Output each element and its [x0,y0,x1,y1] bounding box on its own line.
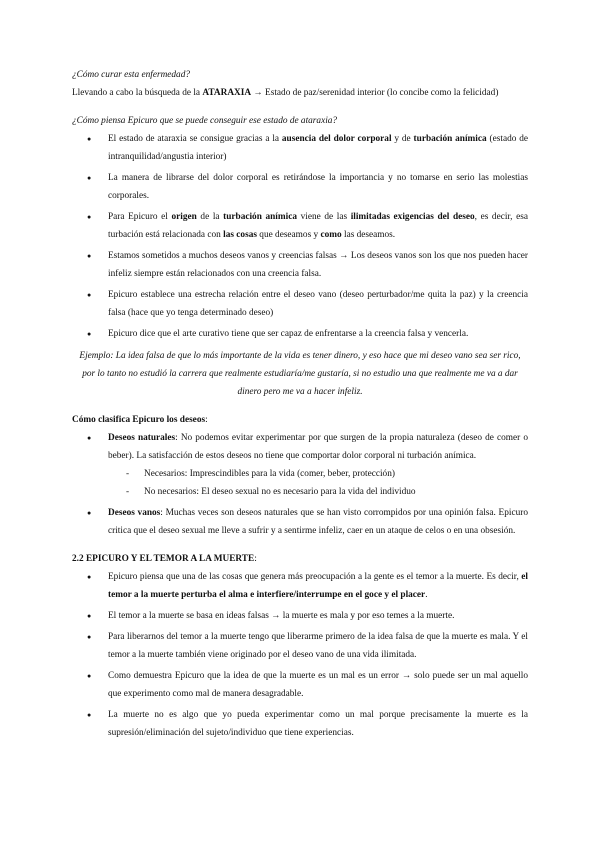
ataraxia-list [72,130,528,343]
sub-list-item: - Necesarios: Imprescindibles para la vida (comer, beber, protección) [72,465,528,483]
list-item: ● Estamos sometidos a muchos deseos vanos y creencias falsas → Los deseos vanos son los que nos pueden hacer infeliz siempre están relacionados con una creencia falsa. [72,247,528,283]
text: . [425,590,428,600]
text: y de [391,134,414,144]
bold-term: las cosas [223,230,257,240]
bold-term: ausencia del dolor corporal [281,134,392,144]
list-item: ● Para liberarnos del temor a la muerte tengo que liberarme primero de la idea falsa de que la muerte es mala. Y el temor a la muerte también viene originado por el deseo vano de una vida ilimitada. [72,628,528,664]
list-item: ● La manera de librarse del dolor corporal es retirándose la importancia y no tomarse en serio las molestias corporales. [72,169,528,205]
heading-text: Cómo clasifica Epicuro los deseos [72,415,206,425]
text: : Muchas veces son deseos naturales que se han visto corrompidos por una opinión falsa. Epicuro critica que el deseo sexual me lleve a sufrir y a sentirme infeliz, caer en un ataque de celos o en una obsesión. [108,508,528,536]
text: , es decir, esa turbación está relacionada con [108,212,528,240]
bold-term: origen [171,212,197,222]
text: de la [196,212,224,222]
bold-term: Deseos vanos [108,508,161,518]
text: que deseamos y [256,230,321,240]
bold-term: como [320,230,342,240]
list-item [72,208,528,244]
list-item: ● El temor a la muerte se basa en ideas falsas → la muerte es mala y por eso temes a la muerte. [72,607,528,625]
list-item [72,504,528,540]
bold-term: turbación anímica [413,134,487,144]
text: (estado de intranquilidad/angustia interior) [108,134,528,162]
text: Epicuro piensa que una de las cosas que genera más preocupación a la gente es el temor a la muerte. Es decir, [108,572,522,582]
list-item: ● Epicuro dice que el arte curativo tiene que ser capaz de enfrentarse a la creencia falsa y vencerla. [72,325,528,343]
list-item: ● La muerte no es algo que yo pueda experimentar como un mal porque precisamente la muerte es la supresión/eliminación del sujeto/individuo que tiene experiencias. [72,706,528,742]
death-list [72,568,528,742]
question-ataraxia: ¿Cómo piensa Epicuro que se puede conseguir ese estado de ataraxia? [72,116,338,126]
bold-term: el temor a la muerte perturba el alma e interfiere/interrumpe en el goce y el placer [108,572,528,600]
heading-death [72,550,528,568]
paragraph-ataraxia [72,84,528,102]
list-item [72,429,528,501]
text: las deseamos. [341,230,396,240]
bold-term: turbación anímica [223,212,297,222]
sub-list [72,465,528,501]
list-item [72,568,528,604]
heading-text: 2.2 EPICURO Y EL TEMOR A LA MUERTE [72,554,255,564]
heading-desires [72,411,528,429]
sub-list-item: - No necesarios: El deseo sexual no es necesario para la vida del individuo [72,483,528,501]
list-item [72,130,528,166]
text: : [205,415,208,425]
list-item: ● Epicuro establece una estrecha relación entre el deseo vano (deseo perturbador/me quita la paz) y la creencia falsa (hace que yo tenga determinado deseo) [72,286,528,322]
example-paragraph: Ejemplo: La idea falsa de que lo más importante de la vida es tener dinero, y eso hace que mi deseo vano sea ser rico, por lo tanto no estudió la carrera que realmente estudiaría/me gustaría, si no estudio una que realmente me va a dar dinero pero me va a hacer infeliz. [79,351,521,397]
text: : [254,554,257,564]
bold-term: Deseos naturales [108,433,176,443]
text: : No podemos evitar experimentar por que surgen de la propia naturaleza (deseo de comer o beber). La satisfacción de estos deseos no tiene que comportar dolor corporal ni turbación anímica. [108,433,528,461]
question-cure: ¿Cómo curar esta enfermedad? [72,70,191,80]
text: → Estado de paz/serenidad interior (lo concibe como la felicidad) [251,88,499,98]
desires-list [72,429,528,540]
text: Para Epicuro el [108,212,172,222]
text: Llevando a cabo la búsqueda de la [72,88,203,98]
document-page [72,66,528,745]
list-item: ● Como demuestra Epicuro que la idea de que la muerte es un mal es un error → solo puede ser un mal aquello que experimento como mal de manera desagradable. [72,667,528,703]
text: El estado de ataraxia se consigue gracias a la [108,134,282,144]
text: viene de las [297,212,351,222]
bold-term: ilimitadas exigencias del deseo [350,212,475,222]
term-ataraxia: ATARAXIA [202,88,252,98]
